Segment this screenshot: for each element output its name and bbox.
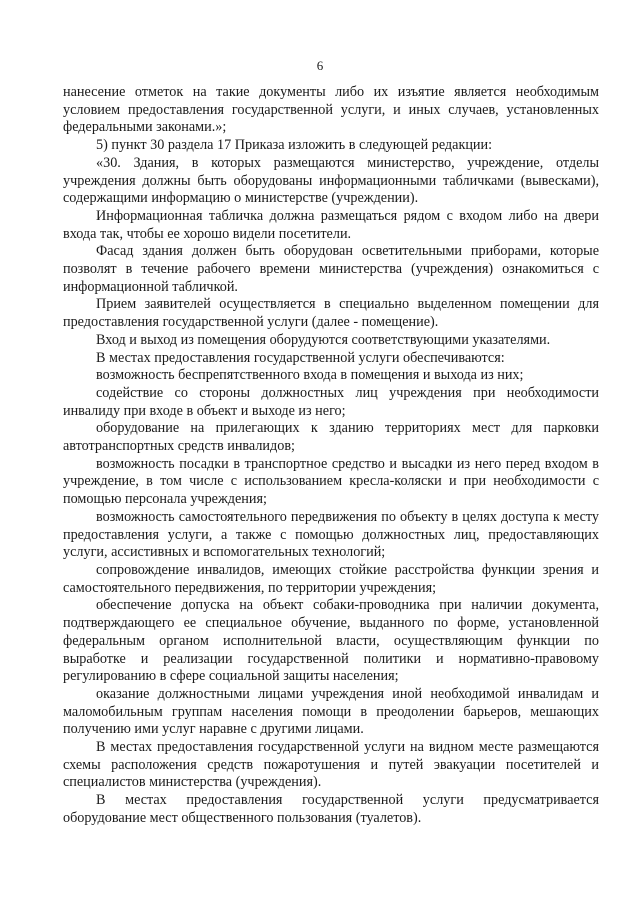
list-item-parking: оборудование на прилегающих к зданию территориях мест для парковки автотранспортных средств инвалидов; <box>63 420 599 455</box>
list-item-boarding-vehicle: возможность посадки в транспортное средство и высадки из него перед входом в учреждение, в том числе с использованием кресла-коляски и при необходимости с помощью персонала учреждения; <box>63 455 599 508</box>
paragraph-info-plate: Информационная табличка должна размещаться рядом с входом либо на двери входа так, чтобы ее хорошо видели посетители. <box>63 207 599 242</box>
paragraph-entry-exit-signs: Вход и выход из помещения оборудуются соответствующими указателями. <box>96 331 551 348</box>
list-item-other-help: оказание должностными лицами учреждения иной необходимой инвалидам и маломобильным группам населения помощи в преодолении барьеров, мешающих получению ими услуг наравне с другими лицами. <box>63 685 599 738</box>
document-body <box>63 84 599 828</box>
list-item-staff-assistance: содействие со стороны должностных лиц учреждения при необходимости инвалиду при входе в объект и выходе из него; <box>63 384 599 419</box>
paragraph-facade-lighting: Фасад здания должен быть оборудован осветительными приборами, которые позволят в течение рабочего времени министерства (учреждения) ознакомиться с информационной табличкой. <box>63 243 599 295</box>
paragraph-item-5: 5) пункт 30 раздела 17 Приказа изложить в следующей редакции: <box>96 137 493 154</box>
paragraph-provided-list-intro: В местах предоставления государственной услуги обеспечиваются: <box>96 349 505 366</box>
list-item-free-access: возможность беспрепятственного входа в помещения и выхода из них; <box>96 367 524 384</box>
page-number: 6 <box>316 58 324 73</box>
list-item-escort: сопровождение инвалидов, имеющих стойкие расстройства функции зрения и самостоятельного передвижения, по территории учреждения; <box>63 561 599 596</box>
paragraph-reception-room: Прием заявителей осуществляется в специально выделенном помещении для предоставления государственной услуги (далее - помещение). <box>63 296 599 331</box>
list-item-independent-movement: возможность самостоятельного передвижения по объекту в целях доступа к месту предоставления услуги, а также с помощью должностных лиц, предоставляющих услуги, ассистивных и вспомогательных технологий; <box>63 508 599 561</box>
paragraph-evacuation-schemes: В местах предоставления государственной услуги на видном месте размещаются схемы расположения средств пожаротушения и путей эвакуации посетителей и специалистов министерства (учреждения). <box>63 739 599 791</box>
list-item-guide-dog: обеспечение допуска на объект собаки-проводника при наличии документа, подтверждающего ее специальное обучение, выданного по форме, установленной федеральным органом исполнительной власти, осуществляющим функции по выработке и реализации государственной политики и нормативно-правовому регулированию в сфере социальной защиты населения; <box>63 597 599 685</box>
paragraph-public-toilets: В местах предоставления государственной услуги предусматривается оборудование мест общественного пользования (туалетов). <box>63 792 599 826</box>
paragraph-clause-30: «30. Здания, в которых размещаются министерство, учреждение, отделы учреждения должны быть оборудованы информационными табличками (вывесками), содержащими информацию о министерстве (учреждении). <box>63 154 599 207</box>
paragraph-continuation: нанесение отметок на такие документы либо их изъятие является необходимым условием предоставления государственной услуги, и иных случаев, установленных федеральными законами.»; <box>63 84 599 136</box>
